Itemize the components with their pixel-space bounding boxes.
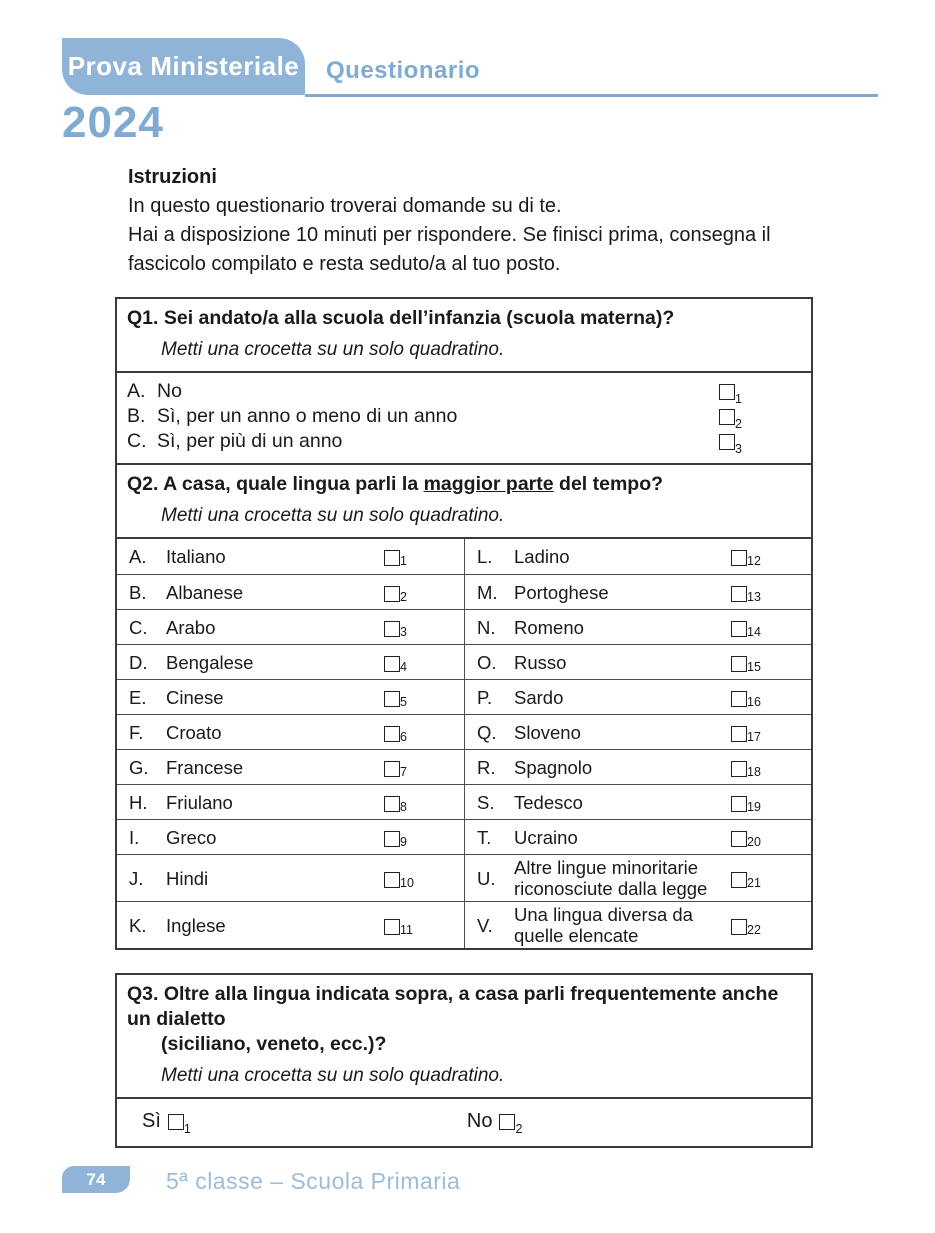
q2-option-italiano: [117, 539, 464, 574]
checkbox-index: 2: [735, 416, 742, 431]
option-label: Hindi: [166, 867, 209, 889]
q3-instruction: Metti una crocetta su un solo quadratino.: [161, 1065, 505, 1086]
q2-option-friulano: [117, 784, 464, 819]
checkbox-icon[interactable]: [384, 726, 407, 744]
option-letter: B.: [127, 405, 146, 427]
q2-option-croato: [117, 714, 464, 749]
checkbox-index: 14: [747, 624, 761, 639]
prova-ministeriale-tab: Prova Ministeriale: [62, 38, 305, 95]
checkbox-index: 3: [400, 624, 407, 639]
option-letter: V.: [477, 914, 493, 936]
checkbox-icon[interactable]: [384, 691, 407, 709]
checkbox-icon[interactable]: [719, 384, 742, 406]
option-label: Inglese: [166, 914, 226, 936]
header-rule: [305, 94, 878, 97]
q2-title-underlined: maggior parte: [423, 473, 554, 495]
checkbox-index: 21: [747, 875, 761, 890]
q2-title: [127, 472, 799, 497]
option-letter: D.: [129, 651, 148, 673]
option-letter: C.: [129, 616, 148, 638]
q3-option-no: [466, 1110, 523, 1136]
checkbox-icon[interactable]: [384, 872, 414, 890]
q2-option-tedesco: [464, 784, 811, 819]
checkbox-icon[interactable]: [731, 691, 761, 709]
option-label: Tedesco: [514, 791, 583, 813]
option-label: Bengalese: [166, 651, 254, 673]
option-letter: N.: [477, 616, 496, 638]
option-letter: R.: [477, 756, 496, 778]
checkbox-index: 3: [735, 441, 742, 456]
checkbox-icon[interactable]: [731, 796, 761, 814]
option-label: Sloveno: [514, 721, 581, 743]
option-label: Spagnolo: [514, 756, 593, 778]
option-letter: E.: [129, 686, 147, 708]
checkbox-icon[interactable]: [731, 550, 761, 569]
option-letter: P.: [477, 686, 493, 708]
q2-option-hindi: [117, 854, 464, 901]
option-label: Russo: [514, 651, 567, 673]
option-label: Sì: [142, 1110, 161, 1132]
q3-title-line1: Q3. Oltre alla lingua indicata sopra, a casa parli frequentemente anche un dialetto: [127, 983, 779, 1030]
option-label: Portoghese: [514, 581, 609, 603]
checkbox-index: 4: [400, 659, 407, 674]
option-letter: L.: [477, 546, 493, 567]
question-q2-box: [115, 463, 813, 950]
q2-option-inglese: [117, 901, 464, 948]
q2-option-francese: [117, 749, 464, 784]
checkbox-index: 1: [400, 554, 407, 569]
option-letter: G.: [129, 756, 149, 778]
q2-option-sardo: [464, 679, 811, 714]
checkbox-icon[interactable]: [499, 1114, 523, 1136]
year-label: 2024: [62, 98, 164, 147]
option-label: Sì, per più di un anno: [157, 430, 343, 452]
option-label: Greco: [166, 826, 217, 848]
option-letter: M.: [477, 581, 498, 603]
q2-option-greco: [117, 819, 464, 854]
questionario-section-label: Questionario: [326, 57, 481, 84]
checkbox-icon[interactable]: [731, 761, 761, 779]
option-letter: Q.: [477, 721, 497, 743]
checkbox-index: 11: [400, 922, 413, 937]
q3-title-line2: (siciliano, veneto, ecc.)?: [161, 1033, 387, 1055]
option-label: Sì, per un anno o meno di un anno: [157, 405, 458, 427]
checkbox-index: 5: [400, 694, 407, 709]
q1-title: Q1. Sei andato/a alla scuola dell’infanzia (scuola materna)?: [127, 307, 675, 329]
checkbox-index: 20: [747, 834, 761, 849]
option-label: Arabo: [166, 616, 216, 638]
checkbox-icon[interactable]: [731, 726, 761, 744]
q2-option-romeno: [464, 609, 811, 644]
checkbox-icon[interactable]: [384, 761, 407, 779]
checkbox-icon[interactable]: [384, 919, 413, 937]
question-q1-box: [115, 297, 813, 465]
checkbox-icon[interactable]: [384, 586, 407, 604]
q3-option-si: [142, 1110, 191, 1136]
footer-class-label: 5ª classe – Scuola Primaria: [166, 1168, 461, 1194]
checkbox-index: 13: [747, 589, 761, 604]
q2-header: [117, 465, 811, 539]
checkbox-icon[interactable]: [731, 831, 761, 849]
question-q3-box: [115, 973, 813, 1148]
checkbox-icon[interactable]: [168, 1114, 191, 1136]
q2-option-arabo: [117, 609, 464, 644]
checkbox-index: 2: [515, 1121, 523, 1136]
checkbox-icon[interactable]: [731, 586, 761, 604]
checkbox-icon[interactable]: [719, 409, 742, 431]
q1-header: [117, 299, 811, 373]
instructions-title: Istruzioni: [128, 166, 217, 188]
option-label: Francese: [166, 756, 244, 778]
q1-option-a: [127, 379, 799, 404]
option-letter: H.: [129, 791, 148, 813]
q2-option-lingua-diversa: [464, 901, 811, 948]
checkbox-icon[interactable]: [731, 621, 761, 639]
option-label: Friulano: [166, 791, 233, 813]
q2-option-sloveno: [464, 714, 811, 749]
q2-option-ladino: [464, 539, 811, 574]
instructions-line1: In questo questionario troverai domande su di te.: [128, 195, 562, 217]
option-letter: A.: [127, 380, 146, 402]
q2-option-cinese: [117, 679, 464, 714]
option-label: Croato: [166, 721, 222, 743]
option-letter: U.: [477, 867, 496, 889]
checkbox-icon[interactable]: [731, 872, 761, 890]
checkbox-index: 1: [735, 391, 742, 406]
q1-options: [117, 373, 811, 463]
option-letter: J.: [129, 867, 144, 889]
checkbox-index: 16: [747, 694, 761, 709]
option-letter: C.: [127, 430, 147, 452]
checkbox-index: 22: [747, 922, 761, 937]
option-letter: O.: [477, 651, 497, 673]
checkbox-index: 10: [400, 875, 414, 890]
q2-option-altre-lingue: [464, 854, 811, 901]
checkbox-index: 15: [747, 659, 761, 674]
checkbox-index: 7: [400, 764, 407, 779]
q1-option-c: [127, 429, 799, 454]
checkbox-icon[interactable]: [384, 796, 407, 814]
checkbox-index: 19: [747, 799, 761, 814]
option-label: No: [157, 380, 182, 402]
checkbox-icon[interactable]: [384, 656, 407, 674]
option-label: Ladino: [514, 546, 570, 567]
option-label: No: [466, 1110, 493, 1132]
q2-option-portoghese: [464, 574, 811, 609]
instructions-line2: Hai a disposizione 10 minuti per rispondere. Se finisci prima, consegna il fascicolo compilato e resta seduto/a al tuo posto.: [128, 224, 771, 275]
page-number-badge: 74: [62, 1166, 130, 1193]
checkbox-index: 1: [183, 1121, 191, 1136]
q2-option-albanese: [117, 574, 464, 609]
option-letter: S.: [477, 791, 495, 813]
q1-instruction: Metti una crocetta su un solo quadratino.: [161, 339, 505, 360]
option-letter: B.: [129, 581, 147, 603]
option-label: Ucraino: [514, 826, 578, 848]
option-letter: K.: [129, 914, 147, 936]
q3-header: [117, 975, 811, 1099]
option-label: Romeno: [514, 616, 584, 638]
option-label: Altre lingue minoritarie riconosciute dalla legge: [514, 857, 708, 899]
option-label: Una lingua diversa da quelle elencate: [514, 904, 693, 946]
q2-instruction: Metti una crocetta su un solo quadratino.: [161, 505, 505, 526]
q2-option-russo: [464, 644, 811, 679]
checkbox-icon[interactable]: [384, 550, 407, 569]
checkbox-icon[interactable]: [731, 656, 761, 674]
checkbox-index: 8: [400, 799, 407, 814]
option-letter: I.: [129, 826, 140, 848]
checkbox-icon[interactable]: [731, 919, 761, 937]
checkbox-index: 12: [747, 554, 761, 569]
option-label: Sardo: [514, 686, 564, 708]
q3-answers: [117, 1099, 811, 1146]
checkbox-icon[interactable]: [384, 831, 407, 849]
option-label: Cinese: [166, 686, 224, 708]
option-letter: T.: [477, 826, 492, 848]
q2-option-bengalese: [117, 644, 464, 679]
checkbox-icon[interactable]: [384, 621, 407, 639]
option-label: Italiano: [166, 546, 226, 567]
checkbox-index: 18: [747, 764, 761, 779]
checkbox-icon[interactable]: [719, 434, 742, 456]
option-letter: A.: [129, 546, 147, 567]
option-letter: F.: [129, 721, 144, 743]
checkbox-index: 2: [400, 589, 407, 604]
instructions-block: [128, 163, 828, 279]
option-label: Albanese: [166, 581, 244, 603]
q2-language-table: [117, 539, 811, 948]
q2-title-pre: Q2. A casa, quale lingua parli la: [127, 473, 424, 495]
q2-option-spagnolo: [464, 749, 811, 784]
checkbox-index: 6: [400, 729, 407, 744]
checkbox-index: 9: [400, 834, 407, 849]
q2-option-ucraino: [464, 819, 811, 854]
checkbox-index: 17: [747, 729, 761, 744]
q1-option-b: [127, 404, 799, 429]
q2-title-post: del tempo?: [553, 473, 664, 495]
